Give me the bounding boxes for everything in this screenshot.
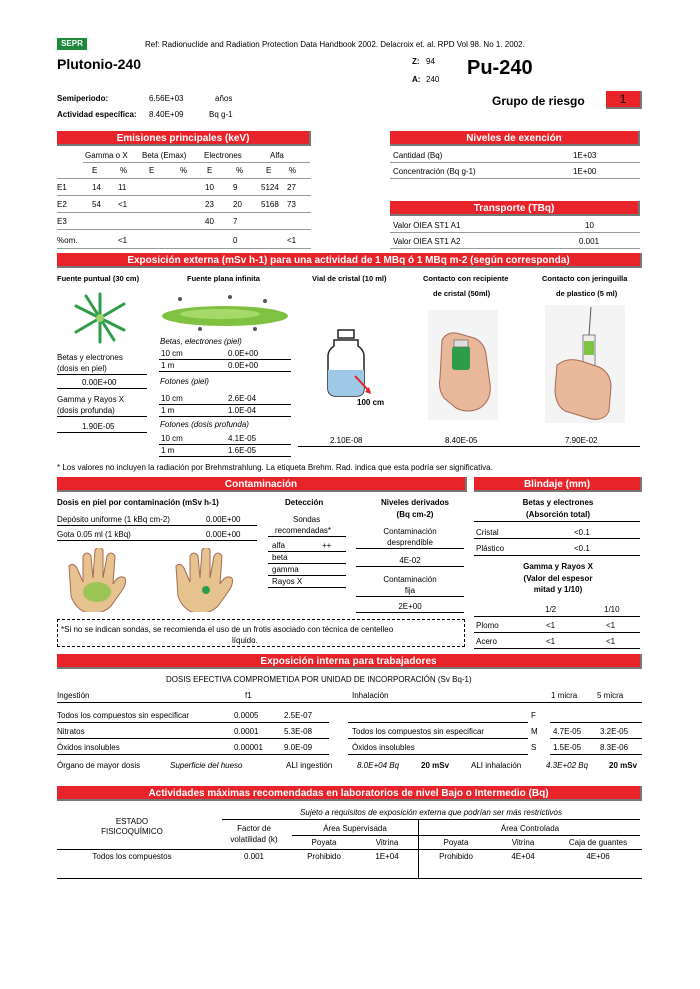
shield-plastic-value: <0.1 bbox=[574, 544, 590, 553]
emission-sub: % bbox=[120, 166, 128, 175]
skin-dose-title: Dosis en piel por contaminación (mSv h-1) bbox=[57, 498, 219, 507]
ali-ingestion-msv: 20 mSv bbox=[421, 761, 450, 770]
lab-factor-head: Factor de bbox=[237, 824, 271, 833]
inhalation-compound: Óxidos insolubles bbox=[352, 743, 415, 752]
col-head-syringe-2: de plastico (5 ml) bbox=[556, 289, 618, 298]
fixed-label-2: fija bbox=[404, 586, 416, 595]
emission-sub: E bbox=[266, 166, 272, 175]
ingestion-f1: 0.00001 bbox=[234, 743, 263, 752]
plane-photon-skin-value: 2.6E-04 bbox=[228, 394, 257, 403]
emission-row-label: E2 bbox=[57, 200, 67, 209]
lab-controlled-head: Área Controlada bbox=[500, 824, 560, 833]
internal-subtitle: DOSIS EFECTIVA COMPROMETIDA POR UNIDAD DE INCORPORACIÓN (Sv Bq-1) bbox=[166, 675, 472, 684]
plane-photon-deep-value: 1.6E-05 bbox=[228, 446, 257, 455]
transport-title: Transporte (TBq) bbox=[390, 201, 640, 216]
organ-value: Superficie del hueso bbox=[170, 761, 243, 770]
plane-beta-value: 0.0E+00 bbox=[228, 361, 259, 370]
shield-plastic-label: Plástico bbox=[476, 544, 505, 553]
lab-row-cell: Prohibido bbox=[439, 852, 473, 861]
contamination-title: Contaminación bbox=[57, 477, 467, 492]
shield-steel-label: Acero bbox=[476, 637, 497, 646]
organ-label: Órgano de mayor dosis bbox=[57, 761, 141, 770]
ingestion-dose: 2.5E-07 bbox=[284, 711, 313, 720]
vial-value: 2.10E-08 bbox=[330, 436, 363, 445]
point-beta-value: 0.00E+00 bbox=[82, 378, 117, 387]
plane-photon-deep-distance: 1 m bbox=[161, 446, 175, 455]
emission-sub: % bbox=[289, 166, 297, 175]
ingestion-compound: Óxidos insolubles bbox=[57, 743, 120, 752]
inhalation-dose-1: 4.7E-05 bbox=[553, 727, 582, 736]
shield-gamma-sub-2: mitad y 1/10) bbox=[533, 585, 583, 594]
inhalation-type: M bbox=[531, 727, 538, 736]
plane-beta-distance: 1 m bbox=[161, 361, 175, 370]
shield-gamma-sub: (Valor del espesor bbox=[523, 574, 593, 583]
emission-cell: <1 bbox=[118, 236, 128, 245]
emission-row-label: %om. bbox=[57, 236, 78, 245]
emission-row-label: E3 bbox=[57, 217, 67, 226]
emission-cell: 7 bbox=[233, 217, 238, 226]
lab-col-head: Vitrina bbox=[375, 838, 399, 847]
plane-beta-distance: 10 cm bbox=[161, 349, 183, 358]
probe-type: beta bbox=[272, 553, 288, 562]
shield-glass-label: Cristal bbox=[476, 528, 499, 537]
external-note: * Los valores no incluyen la radiación por Brehmstrahlung. La etiqueta Brehm. Rad. indica que esta podría ser significativa. bbox=[57, 463, 493, 472]
removable-value: 4E-02 bbox=[399, 556, 421, 565]
ingestion-dose: 5.3E-08 bbox=[284, 727, 313, 736]
derived-levels-title: Niveles derivados bbox=[380, 498, 450, 507]
point-beta-label: Betas y electrones bbox=[57, 353, 123, 362]
skin-row-value: 0.00E+00 bbox=[206, 530, 241, 539]
point-gamma-label-2: (dosis profunda) bbox=[57, 406, 115, 415]
exemption-label-quantity: Cantidad (Bq) bbox=[393, 151, 443, 160]
container-value: 8.40E-05 bbox=[445, 436, 478, 445]
plane-photon-deep-title: Fotones (dosis profunda) bbox=[160, 420, 249, 429]
emission-sub: E bbox=[149, 166, 155, 175]
emission-cell: <1 bbox=[118, 200, 128, 209]
skin-row-label: Depósito uniforme (1 kBq cm-2) bbox=[57, 515, 170, 524]
plane-beta-title: Betas, electrones (piel) bbox=[160, 337, 242, 346]
probe-type: Rayos X bbox=[272, 577, 303, 586]
shield-steel-tenth: <1 bbox=[606, 637, 616, 646]
reference-text: Ref: Radionuclide and Radiation Protection Data Handbook 2002. Delacroix et. al. RPD Vol 98. No 1. 2002. bbox=[145, 40, 525, 49]
plane-photon-skin-distance: 1 m bbox=[161, 406, 175, 415]
emission-row-label: E1 bbox=[57, 183, 67, 192]
col-head-container-2: de cristal (50ml) bbox=[433, 289, 491, 298]
probe-note: *Si no se indican sondas, se recomienda el uso de un frotis asociado con técnica de centelleo bbox=[61, 625, 394, 634]
fixed-label: Contaminación bbox=[383, 575, 437, 584]
detection-title: Detección bbox=[285, 498, 324, 507]
vial-illustration bbox=[325, 328, 375, 400]
emission-cell: 10 bbox=[205, 183, 214, 192]
point-gamma-label: Gamma y Rayos X bbox=[57, 395, 125, 404]
removable-label-2: desprendible bbox=[387, 538, 433, 547]
shield-lead-label: Plomo bbox=[476, 621, 499, 630]
plane-photon-deep-distance: 10 cm bbox=[161, 434, 183, 443]
shielding-title: Blindaje (mm) bbox=[474, 477, 642, 492]
col-head-syringe: Contacto con jeringuilla bbox=[542, 274, 628, 283]
plane-photon-skin-value: 1.0E-04 bbox=[228, 406, 257, 415]
inhalation-dose-5: 8.3E-06 bbox=[600, 743, 629, 752]
exemption-value-quantity: 1E+03 bbox=[573, 151, 597, 160]
lab-supervised-head: Área Supervisada bbox=[323, 824, 387, 833]
col-head-point-source: Fuente puntual (30 cm) bbox=[57, 274, 140, 283]
point-source-illustration bbox=[68, 290, 132, 346]
lab-row-cell: Prohibido bbox=[307, 852, 341, 861]
transport-value-a2: 0.001 bbox=[579, 237, 600, 246]
exemption-value-concentration: 1E+00 bbox=[573, 167, 597, 176]
z-value: 94 bbox=[426, 57, 435, 66]
ali-ingestion-label: ALI ingestión bbox=[286, 761, 333, 770]
emission-cell: 5168 bbox=[261, 200, 279, 209]
emission-cell: 27 bbox=[287, 183, 296, 192]
inhalation-head: Inhalación bbox=[352, 691, 389, 700]
point-gamma-value: 1.90E-05 bbox=[82, 422, 115, 431]
transport-value-a1: 10 bbox=[585, 221, 594, 230]
derived-levels-unit: (Bq cm-2) bbox=[396, 510, 434, 519]
ingestion-head: Ingestión bbox=[57, 691, 90, 700]
lab-col-head: Vitrina bbox=[511, 838, 535, 847]
lab-col-head: Poyata bbox=[443, 838, 469, 847]
emission-cell: 40 bbox=[205, 217, 214, 226]
emission-group-beta: Beta (Emax) bbox=[142, 151, 187, 160]
removable-label: Contaminación bbox=[383, 527, 437, 536]
ingestion-f1: 0.0005 bbox=[234, 711, 259, 720]
vial-distance: 100 cm bbox=[357, 398, 385, 407]
emission-sub: % bbox=[180, 166, 188, 175]
sepr-badge: SEPR bbox=[57, 38, 87, 50]
lab-activities-title: Actividades máximas recomendadas en laboratorios de nivel Bajo o Intermedio (Bq) bbox=[57, 786, 642, 801]
five-micron-head: 5 micra bbox=[597, 691, 624, 700]
emission-group-alpha: Alfa bbox=[270, 151, 284, 160]
shield-col-tenth: 1/10 bbox=[604, 605, 620, 614]
fixed-value: 2E+00 bbox=[398, 602, 422, 611]
col-head-container: Contacto con recipiente bbox=[423, 274, 509, 283]
lab-col-head: Caja de guantes bbox=[568, 838, 628, 847]
probe-type: gamma bbox=[272, 565, 299, 574]
probe-type: alfa bbox=[272, 541, 285, 550]
emission-cell: 73 bbox=[287, 200, 296, 209]
transport-label-a2: Valor OIEA ST1 A2 bbox=[393, 237, 461, 246]
lab-row-cell: Todos los compuestos bbox=[92, 852, 172, 861]
risk-group-label: Grupo de riesgo bbox=[492, 94, 585, 108]
probes-label: Sondas bbox=[293, 515, 321, 524]
skin-row-value: 0.00E+00 bbox=[206, 515, 241, 524]
emission-cell: 54 bbox=[92, 200, 101, 209]
lab-col-head: Poyata bbox=[311, 838, 337, 847]
shield-lead-half: <1 bbox=[546, 621, 556, 630]
inhalation-type: F bbox=[531, 711, 536, 720]
shield-steel-half: <1 bbox=[546, 637, 556, 646]
a-label: A: bbox=[412, 75, 421, 84]
shield-beta-title: Betas y electrones bbox=[522, 498, 594, 507]
container-illustration bbox=[428, 310, 498, 420]
a-value: 240 bbox=[426, 75, 440, 84]
ingestion-compound: Nitratos bbox=[57, 727, 85, 736]
plane-photon-deep-value: 4.1E-05 bbox=[228, 434, 257, 443]
inhalation-compound: Todos los compuestos sin especificar bbox=[352, 727, 485, 736]
plane-photon-skin-title: Fotones (piel) bbox=[160, 377, 209, 386]
drop-hand bbox=[170, 548, 240, 612]
ali-inhalation-msv: 20 mSv bbox=[609, 761, 638, 770]
plane-photon-skin-distance: 10 cm bbox=[161, 394, 183, 403]
plane-source-illustration bbox=[160, 293, 290, 333]
external-exposure-title: Exposición externa (mSv h-1) para una actividad de 1 MBq ó 1 MBq m-2 (según corresponda) bbox=[57, 253, 642, 268]
inhalation-dose-1: 1.5E-05 bbox=[553, 743, 582, 752]
probes-label-2: recomendadas* bbox=[275, 526, 332, 535]
half-life-unit: años bbox=[215, 94, 233, 103]
syringe-value: 7.90E-02 bbox=[565, 436, 598, 445]
nuclide-symbol: Pu-240 bbox=[467, 57, 533, 79]
ali-ingestion-value: 8.0E+04 Bq bbox=[357, 761, 400, 770]
ingestion-f1: 0.0001 bbox=[234, 727, 259, 736]
emission-cell: 9 bbox=[233, 183, 238, 192]
emission-cell: 23 bbox=[205, 200, 214, 209]
lab-factor-head-2: volatilidad (k) bbox=[230, 835, 278, 844]
transport-label-a1: Valor OIEA ST1 A1 bbox=[393, 221, 461, 230]
syringe-illustration bbox=[545, 305, 625, 423]
inhalation-type: S bbox=[531, 743, 537, 752]
shield-col-half: 1/2 bbox=[545, 605, 557, 614]
lab-row-cell: 1E+04 bbox=[375, 852, 399, 861]
lab-state-head-2: FISICOQUÍMICO bbox=[101, 827, 163, 836]
specific-activity-value: 8.40E+09 bbox=[149, 110, 184, 119]
skin-row-label: Gota 0.05 ml (1 kBq) bbox=[57, 530, 131, 539]
ali-inhalation-value: 4.3E+02 Bq bbox=[546, 761, 589, 770]
half-life-label: Semiperiodo: bbox=[57, 94, 109, 103]
emissions-title: Emisiones principales (keV) bbox=[57, 131, 311, 146]
lab-subtitle: Sujeto a requisitos de exposición externa que podrían ser más restrictivos bbox=[300, 808, 562, 817]
shield-glass-value: <0.1 bbox=[574, 528, 590, 537]
emission-cell: 14 bbox=[92, 183, 101, 192]
col-head-vial: Vial de cristal (10 ml) bbox=[312, 274, 387, 283]
lab-row-cell: 0.001 bbox=[243, 852, 265, 861]
exemption-title: Niveles de exención bbox=[390, 131, 640, 146]
one-micron-head: 1 micra bbox=[551, 691, 578, 700]
ali-inhalation-label: ALI inhalación bbox=[471, 761, 522, 770]
f1-head: f1 bbox=[245, 691, 252, 700]
emission-sub: E bbox=[207, 166, 213, 175]
emission-sub: E bbox=[92, 166, 98, 175]
emission-group-electrons: Electrones bbox=[204, 151, 242, 160]
probe-rating: ++ bbox=[322, 541, 332, 550]
shield-gamma-title: Gamma y Rayos X bbox=[523, 562, 593, 571]
point-beta-label-2: (dosis en piel) bbox=[57, 364, 107, 373]
ingestion-dose: 9.0E-09 bbox=[284, 743, 313, 752]
internal-exposure-title: Exposición interna para trabajadores bbox=[57, 654, 642, 669]
uniform-deposit-hand bbox=[63, 548, 133, 612]
shield-beta-sub: (Absorción total) bbox=[526, 510, 590, 519]
emission-cell: 20 bbox=[233, 200, 242, 209]
emission-group-gamma: Gamma o X bbox=[85, 151, 128, 160]
half-life-value: 6.56E+03 bbox=[149, 94, 184, 103]
ingestion-compound: Todos los compuestos sin especificar bbox=[57, 711, 190, 720]
z-label: Z: bbox=[412, 57, 420, 66]
emission-cell: 0 bbox=[233, 236, 238, 245]
exemption-label-concentration: Concentración (Bq g-1) bbox=[393, 167, 476, 176]
nuclide-name: Plutonio-240 bbox=[57, 56, 142, 72]
probe-note-2: líquido. bbox=[232, 636, 258, 645]
emission-cell: 11 bbox=[118, 183, 127, 192]
specific-activity-label: Actividad específica: bbox=[57, 110, 137, 119]
lab-row-cell: 4E+04 bbox=[511, 852, 535, 861]
inhalation-dose-5: 3.2E-05 bbox=[600, 727, 629, 736]
lab-state-head: ESTADO bbox=[115, 817, 149, 826]
emission-cell: 5124 bbox=[261, 183, 279, 192]
plane-beta-value: 0.0E+00 bbox=[228, 349, 259, 358]
emission-sub: % bbox=[236, 166, 244, 175]
emission-cell: <1 bbox=[287, 236, 297, 245]
risk-group-value: 1 bbox=[606, 91, 642, 109]
lab-row-cell: 4E+06 bbox=[586, 852, 610, 861]
specific-activity-unit: Bq g-1 bbox=[209, 110, 233, 119]
col-head-plane-source: Fuente plana infinita bbox=[187, 274, 260, 283]
shield-lead-tenth: <1 bbox=[606, 621, 616, 630]
